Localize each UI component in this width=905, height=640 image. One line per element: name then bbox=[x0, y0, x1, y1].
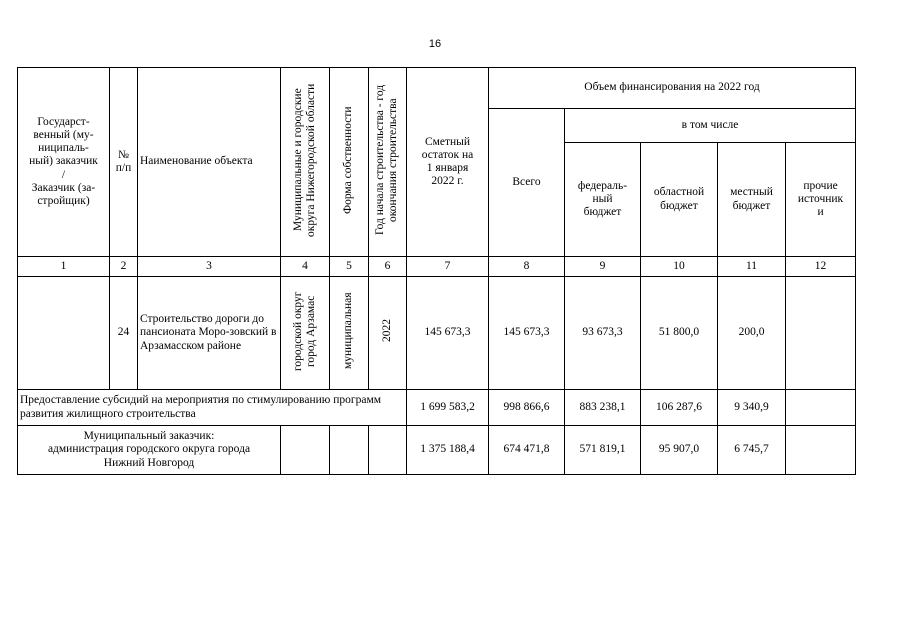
object-total: 145 673,3 bbox=[489, 277, 565, 390]
col-number-12: 12 bbox=[786, 257, 856, 277]
customer-label: Муниципальный заказчик: администрация городского округа города Нижний Новгород bbox=[18, 426, 281, 475]
header-years-text: Год начала строительства - год окончания строительства bbox=[374, 84, 400, 235]
object-balance: 145 673,3 bbox=[407, 277, 489, 390]
customer-total: 674 471,8 bbox=[489, 426, 565, 475]
header-regional: областной бюджет bbox=[641, 143, 718, 257]
object-year: 2022 bbox=[380, 319, 393, 343]
object-name: Строительство дороги до пансионата Моро-зовский в Арзамасском районе bbox=[138, 277, 281, 390]
col-number-5: 5 bbox=[330, 257, 369, 277]
object-local: 200,0 bbox=[718, 277, 786, 390]
header-years bbox=[369, 68, 407, 257]
object-other bbox=[786, 277, 856, 390]
customer-district-cell bbox=[281, 426, 330, 475]
subsidy-label: Предоставление субсидий на мероприятия по стимулированию программ развития жилищного строительства bbox=[18, 390, 407, 426]
object-federal: 93 673,3 bbox=[565, 277, 641, 390]
col-number-2: 2 bbox=[110, 257, 138, 277]
object-district-cell bbox=[281, 277, 330, 390]
customer-ownership-cell bbox=[330, 426, 369, 475]
header-ownership bbox=[330, 68, 369, 257]
object-ownership: муниципальная bbox=[342, 292, 355, 370]
header-including: в том числе bbox=[565, 109, 856, 143]
header-total: Всего bbox=[489, 109, 565, 257]
subsidy-local: 9 340,9 bbox=[718, 390, 786, 426]
table-row bbox=[18, 277, 856, 390]
col-number-4: 4 bbox=[281, 257, 330, 277]
header-district bbox=[281, 68, 330, 257]
col-number-8: 8 bbox=[489, 257, 565, 277]
customer-year-cell bbox=[369, 426, 407, 475]
col-number-6: 6 bbox=[369, 257, 407, 277]
col-number-11: 11 bbox=[718, 257, 786, 277]
object-customer-cell bbox=[18, 277, 110, 390]
page-number: 16 bbox=[428, 38, 442, 50]
customer-other bbox=[786, 426, 856, 475]
header-ownership-text: Форма собственности bbox=[342, 106, 355, 214]
customer-regional: 95 907,0 bbox=[641, 426, 718, 475]
table-row bbox=[18, 390, 856, 426]
col-number-1: 1 bbox=[18, 257, 110, 277]
customer-local: 6 745,7 bbox=[718, 426, 786, 475]
header-federal: федераль- ный бюджет bbox=[565, 143, 641, 257]
object-district: городской округ город Арзамас bbox=[291, 291, 317, 371]
customer-balance: 1 375 188,4 bbox=[407, 426, 489, 475]
header-customer: Государст- венный (му- ниципаль- ный) заказчик / Заказчик (за- стройщик) bbox=[18, 68, 110, 257]
header-object-name: Наименование объекта bbox=[138, 68, 281, 257]
col-number-7: 7 bbox=[407, 257, 489, 277]
header-other: прочие источник и bbox=[786, 143, 856, 257]
subsidy-federal: 883 238,1 bbox=[565, 390, 641, 426]
subsidy-regional: 106 287,6 bbox=[641, 390, 718, 426]
object-number: 24 bbox=[110, 277, 138, 390]
col-number-9: 9 bbox=[565, 257, 641, 277]
header-balance: Сметный остаток на 1 января 2022 г. bbox=[407, 68, 489, 257]
subsidy-total: 998 866,6 bbox=[489, 390, 565, 426]
header-number: № п/п bbox=[110, 68, 138, 257]
subsidy-balance: 1 699 583,2 bbox=[407, 390, 489, 426]
object-year-cell bbox=[369, 277, 407, 390]
header-district-text: Муниципальные и городские округа Нижегородской области bbox=[291, 83, 317, 237]
header-financing: Объем финансирования на 2022 год bbox=[489, 68, 856, 109]
customer-federal: 571 819,1 bbox=[565, 426, 641, 475]
col-number-3: 3 bbox=[138, 257, 281, 277]
financing-table bbox=[17, 67, 856, 475]
object-ownership-cell bbox=[330, 277, 369, 390]
object-regional: 51 800,0 bbox=[641, 277, 718, 390]
subsidy-other bbox=[786, 390, 856, 426]
col-number-10: 10 bbox=[641, 257, 718, 277]
table-row bbox=[18, 426, 856, 475]
header-local: местный бюджет bbox=[718, 143, 786, 257]
